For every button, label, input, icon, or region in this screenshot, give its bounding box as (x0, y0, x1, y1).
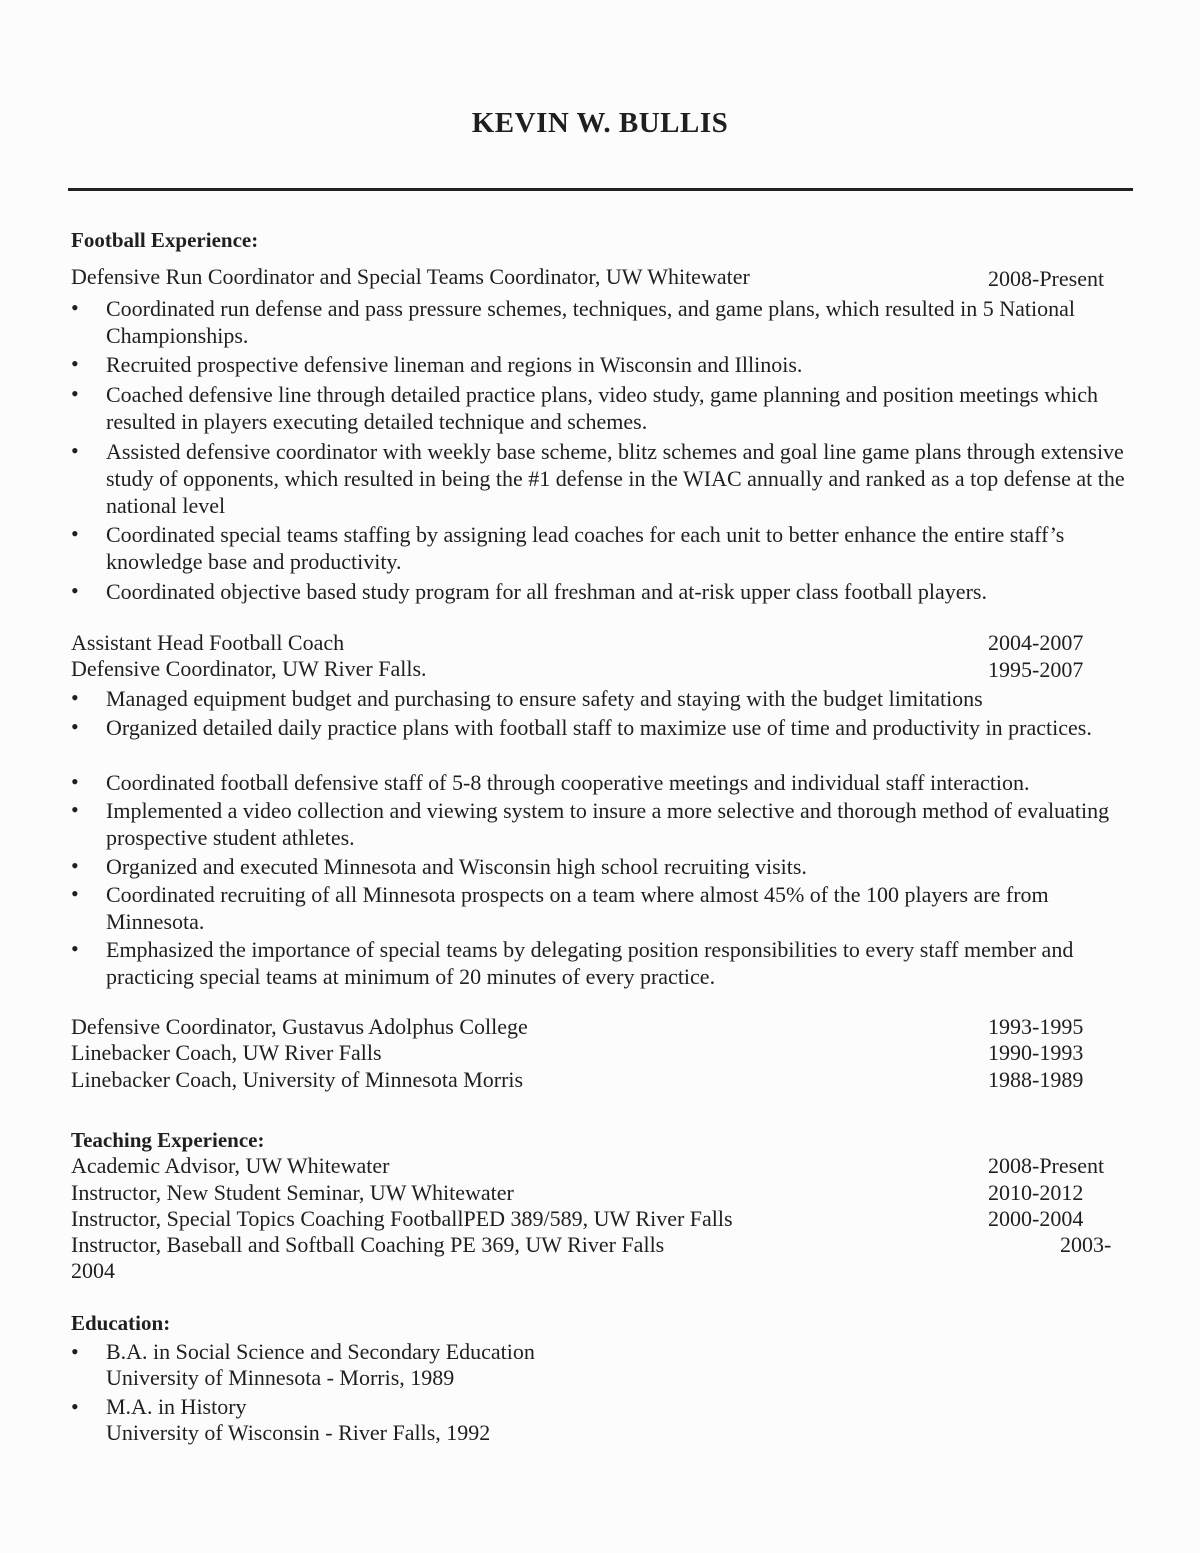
list-item: Coached defensive line through detailed practice plans, video study, game planning and position meetings which resulted in players executing detailed technique and schemes. (106, 382, 1098, 434)
section-heading-teaching: Teaching Experience: (71, 1128, 265, 1152)
degree: M.A. in History (106, 1394, 247, 1419)
job-title: Linebacker Coach, UW River Falls (71, 1040, 382, 1065)
teaching-dates: 2010-2012 (988, 1180, 1084, 1205)
job-title: Linebacker Coach, University of Minnesota Morris (71, 1067, 524, 1092)
job-dates: 1988-1989 (988, 1067, 1084, 1092)
teaching-dates-wrap: 2004 (71, 1258, 115, 1283)
resume-name: KEVIN W. BULLIS (471, 107, 729, 139)
list-item: Emphasized the importance of special teams by delegating position responsibilities to every staff member and practicing special teams at minimum of 20 minutes of every practice. (106, 937, 1074, 989)
teaching-dates: 2008-Present (988, 1153, 1105, 1178)
bullet-icon: • (71, 295, 79, 320)
teaching-title: Instructor, Baseball and Softball Coaching PE 369, UW River Falls (71, 1232, 665, 1257)
job-dates: 1990-1993 (988, 1040, 1084, 1065)
school: University of Minnesota - Morris, 1989 (106, 1365, 455, 1390)
list-item: Managed equipment budget and purchasing to ensure safety and staying with the budget limitations (106, 686, 983, 711)
job-dates: 2004-2007 (988, 630, 1084, 655)
bullet-icon: • (71, 1394, 79, 1419)
teaching-dates: 2000-2004 (988, 1206, 1084, 1231)
job-dates: 1995-2007 (988, 657, 1084, 682)
teaching-title: Instructor, New Student Seminar, UW Whitewater (71, 1180, 514, 1205)
job-dates: 2008-Present (988, 266, 1105, 291)
bullet-icon: • (71, 769, 79, 794)
bullet-icon: • (71, 881, 79, 906)
header-divider (68, 188, 1133, 191)
bullet-icon: • (71, 351, 79, 376)
list-item: Coordinated football defensive staff of 5-8 through cooperative meetings and individual staff interaction. (106, 770, 1030, 795)
degree: B.A. in Social Science and Secondary Education (106, 1339, 535, 1364)
list-item: Assisted defensive coordinator with weekly base scheme, blitz schemes and goal line game plans through extensive study of opponents, which resulted in being the #1 defense in the WIAC annually and ranked as a top defense at the national level (106, 439, 1125, 518)
job-dates: 1993-1995 (988, 1014, 1084, 1039)
list-item: Coordinated objective based study program for all freshman and at-risk upper class football players. (106, 579, 987, 604)
list-item: Organized and executed Minnesota and Wisconsin high school recruiting visits. (106, 854, 807, 879)
bullet-icon: • (71, 797, 79, 822)
teaching-dates: 2003- (1060, 1232, 1112, 1257)
section-heading-education: Education: (71, 1311, 171, 1335)
list-item: Coordinated recruiting of all Minnesota prospects on a team where almost 45% of the 100 players are from Minnesota. (106, 882, 1049, 934)
bullet-icon: • (71, 1339, 79, 1364)
list-item: Organized detailed daily practice plans with football staff to maximize use of time and productivity in practices. (106, 715, 1092, 740)
section-heading-football: Football Experience: (71, 228, 259, 252)
job-title: Defensive Coordinator, UW River Falls. (71, 656, 427, 681)
list-item: Recruited prospective defensive lineman and regions in Wisconsin and Illinois. (106, 352, 803, 377)
bullet-icon: • (71, 438, 79, 463)
bullet-icon: • (71, 714, 79, 739)
teaching-title: Instructor, Special Topics Coaching FootballPED 389/589, UW River Falls (71, 1206, 733, 1231)
bullet-icon: • (71, 936, 79, 961)
list-item: Coordinated run defense and pass pressure schemes, techniques, and game plans, which resulted in 5 National Championships. (106, 296, 1075, 348)
bullet-icon: • (71, 521, 79, 546)
bullet-icon: • (71, 381, 79, 406)
list-item: Coordinated special teams staffing by assigning lead coaches for each unit to better enhance the entire staff’s knowledge base and productivity. (106, 522, 1065, 574)
school: University of Wisconsin - River Falls, 1992 (106, 1420, 491, 1445)
bullet-icon: • (71, 853, 79, 878)
bullet-icon: • (71, 578, 79, 603)
job-title: Defensive Run Coordinator and Special Teams Coordinator, UW Whitewater (71, 264, 750, 289)
teaching-title: Academic Advisor, UW Whitewater (71, 1153, 390, 1178)
job-title: Assistant Head Football Coach (71, 630, 345, 655)
job-title: Defensive Coordinator, Gustavus Adolphus College (71, 1014, 528, 1039)
list-item: Implemented a video collection and viewing system to insure a more selective and thorough method of evaluating prospective student athletes. (106, 798, 1110, 850)
bullet-icon: • (71, 685, 79, 710)
